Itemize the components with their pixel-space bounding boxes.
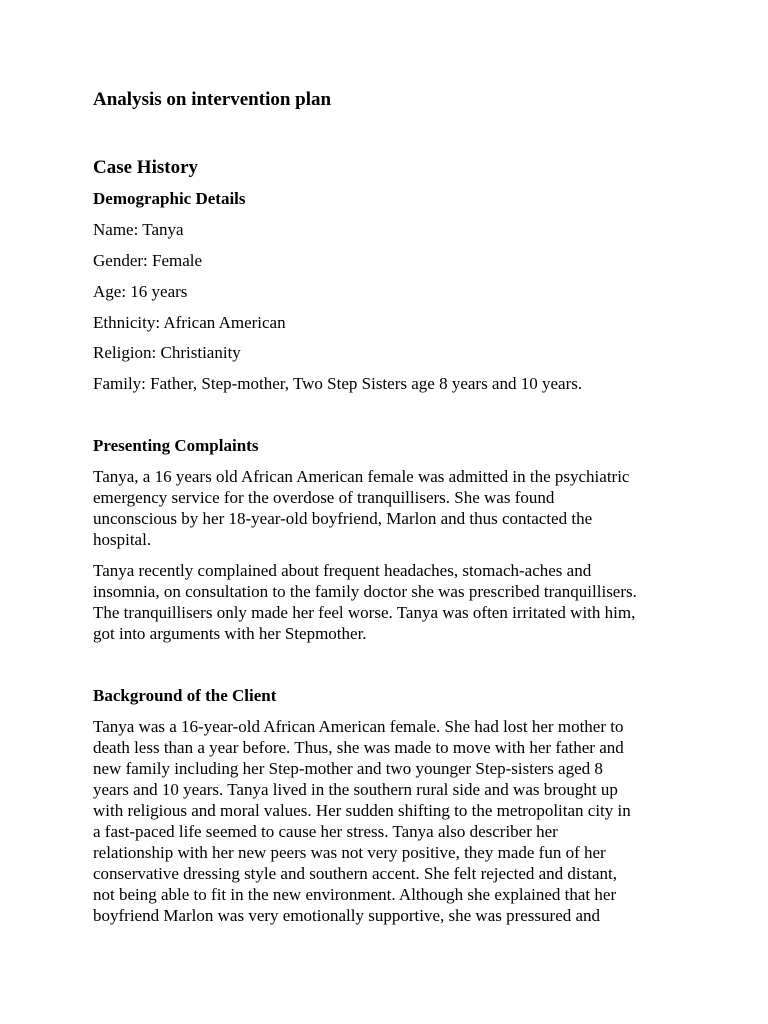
paragraph-line: relationship with her new peers was not very positive, they made fun of her	[93, 843, 606, 862]
document-title: Analysis on intervention plan	[93, 89, 332, 110]
background-paragraph	[93, 716, 683, 926]
demographic-family: Family: Father, Step-mother, Two Step Sisters age 8 years and 10 years.	[93, 374, 583, 393]
demographic-name: Name: Tanya	[93, 220, 184, 239]
paragraph-line: with religious and moral values. Her sudden shifting to the metropolitan city in	[93, 801, 631, 820]
demographic-gender: Gender: Female	[93, 251, 203, 270]
paragraph-line: death less than a year before. Thus, she was made to move with her father and	[93, 738, 624, 757]
paragraph-line: years and 10 years. Tanya lived in the southern rural side and was brought up	[93, 780, 618, 799]
demographic-details-heading: Demographic Details	[93, 189, 246, 208]
presenting-complaints-heading: Presenting Complaints	[93, 436, 259, 455]
case-history-heading: Case History	[93, 157, 199, 178]
demographic-religion: Religion: Christianity	[93, 343, 241, 362]
paragraph-line: new family including her Step-mother and two younger Step-sisters aged 8	[93, 759, 603, 778]
paragraph-line: unconscious by her 18-year-old boyfriend, Marlon and thus contacted the	[93, 509, 593, 528]
paragraph-line: a fast-paced life seemed to cause her stress. Tanya also describer her	[93, 822, 558, 841]
paragraph-line: got into arguments with her Stepmother.	[93, 624, 367, 643]
demographic-ethnicity: Ethnicity: African American	[93, 313, 286, 332]
paragraph-line: not being able to fit in the new environment. Although she explained that her	[93, 885, 617, 904]
paragraph-line: hospital.	[93, 530, 152, 549]
paragraph-line: Tanya recently complained about frequent headaches, stomach-aches and	[93, 561, 592, 580]
paragraph-line: emergency service for the overdose of tranquillisers. She was found	[93, 488, 555, 507]
paragraph-line: Tanya was a 16-year-old African American female. She had lost her mother to	[93, 717, 624, 736]
presenting-complaints-paragraph-2	[93, 560, 683, 644]
paragraph-line: boyfriend Marlon was very emotionally supportive, she was pressured and	[93, 906, 601, 925]
paragraph-line: The tranquillisers only made her feel worse. Tanya was often irritated with him,	[93, 603, 636, 622]
paragraph-line: Tanya, a 16 years old African American female was admitted in the psychiatric	[93, 467, 630, 486]
background-heading: Background of the Client	[93, 686, 277, 705]
paragraph-line: conservative dressing style and southern accent. She felt rejected and distant,	[93, 864, 617, 883]
presenting-complaints-paragraph-1	[93, 466, 683, 550]
demographic-age: Age: 16 years	[93, 282, 188, 301]
paragraph-line: insomnia, on consultation to the family doctor she was prescribed tranquillisers.	[93, 582, 637, 601]
